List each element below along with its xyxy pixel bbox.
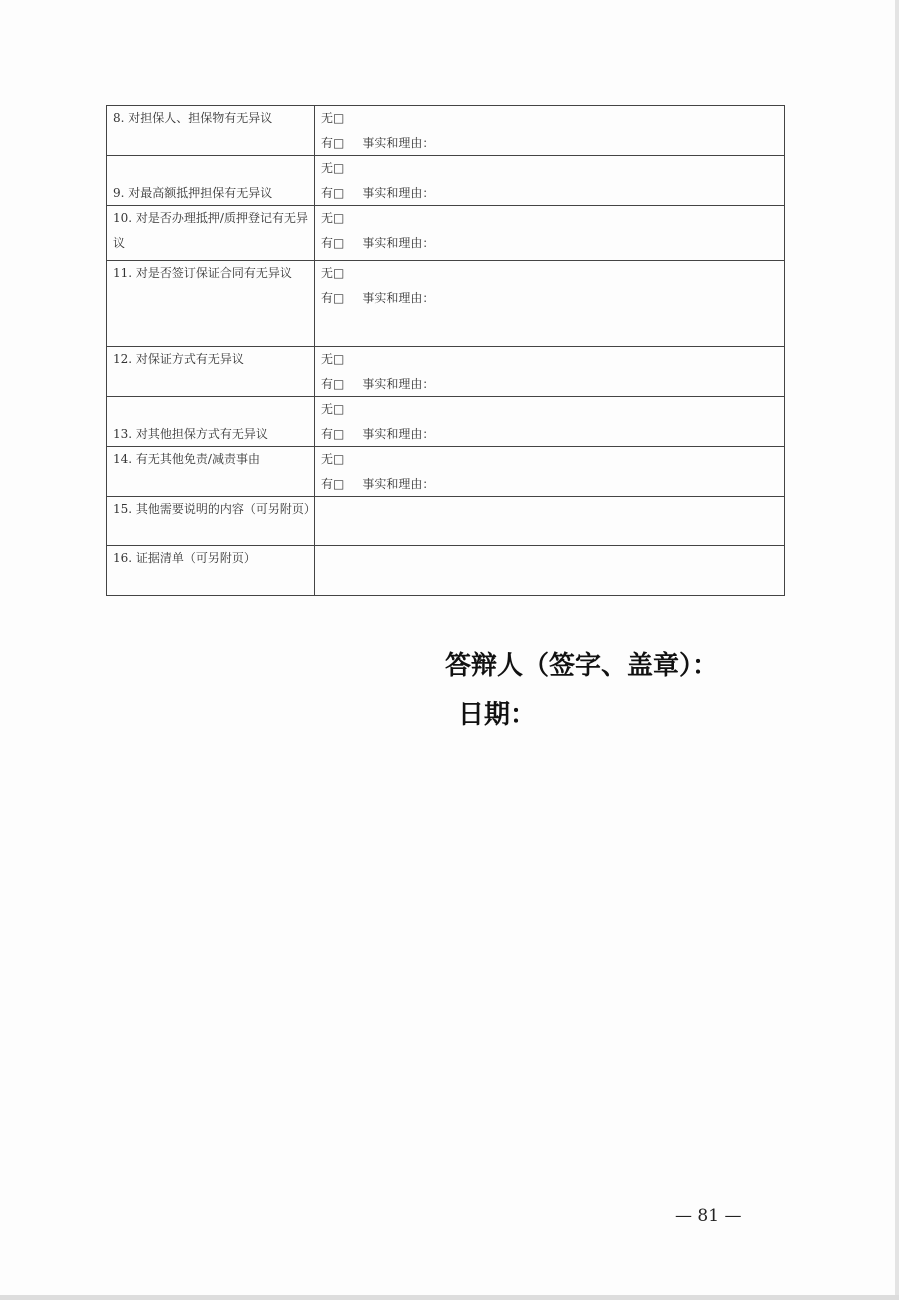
row-options <box>315 447 785 497</box>
option-no[interactable]: 无□ <box>321 452 345 466</box>
row-content-field[interactable] <box>315 546 785 596</box>
option-yes[interactable]: 有□ <box>321 290 345 305</box>
row-label: 9. 对最高额抵押担保有无异议 <box>107 156 315 206</box>
table-row <box>107 397 785 447</box>
signature-label: 答辩人（签字、盖章）： <box>445 651 719 681</box>
table-row <box>107 546 785 596</box>
row-options <box>315 156 785 206</box>
row-label: 12. 对保证方式有无异议 <box>107 347 315 397</box>
scan-edge <box>895 0 899 1300</box>
option-no[interactable]: 无□ <box>321 352 345 366</box>
option-no[interactable]: 无□ <box>321 211 345 225</box>
row-content-field[interactable] <box>315 497 785 546</box>
reason-label: 事实和理由： <box>362 476 435 491</box>
row-label: 11. 对是否签订保证合同有无异议 <box>107 261 315 347</box>
table-row <box>107 347 785 397</box>
option-no[interactable]: 无□ <box>321 266 345 280</box>
date-label: 日期： <box>458 700 537 730</box>
reason-label: 事实和理由： <box>362 376 435 391</box>
reason-label: 事实和理由： <box>362 135 435 150</box>
row-label: 16. 证据清单（可另附页） <box>107 546 315 596</box>
option-yes[interactable]: 有□ <box>321 376 345 391</box>
row-label: 13. 对其他担保方式有无异议 <box>107 397 315 447</box>
row-label: 8. 对担保人、担保物有无异议 <box>107 106 315 156</box>
option-yes[interactable]: 有□ <box>321 135 345 150</box>
row-label: 14. 有无其他免责/减责事由 <box>107 447 315 497</box>
option-yes[interactable]: 有□ <box>321 235 345 250</box>
option-no[interactable]: 无□ <box>321 161 345 175</box>
reason-label: 事实和理由： <box>362 235 435 250</box>
table-row <box>107 497 785 546</box>
reason-label: 事实和理由： <box>362 290 435 305</box>
reason-label: 事实和理由： <box>362 426 435 441</box>
table-row <box>107 447 785 497</box>
scan-edge-bottom <box>0 1295 899 1300</box>
option-yes[interactable]: 有□ <box>321 185 345 200</box>
table-row <box>107 156 785 206</box>
table-row <box>107 106 785 156</box>
page-number: — 81 — <box>675 1206 742 1226</box>
row-label: 15. 其他需要说明的内容（可另附页） <box>107 497 315 546</box>
table-row <box>107 206 785 261</box>
option-yes[interactable]: 有□ <box>321 476 345 491</box>
reason-label: 事实和理由： <box>362 185 435 200</box>
defense-form-table <box>106 105 785 596</box>
row-options <box>315 106 785 156</box>
row-options <box>315 206 785 261</box>
option-no[interactable]: 无□ <box>321 111 345 125</box>
row-options <box>315 397 785 447</box>
row-options <box>315 347 785 397</box>
table-row <box>107 261 785 347</box>
option-yes[interactable]: 有□ <box>321 426 345 441</box>
row-options <box>315 261 785 347</box>
option-no[interactable]: 无□ <box>321 402 345 416</box>
row-label: 10. 对是否办理抵押/质押登记有无异议 <box>107 206 315 261</box>
